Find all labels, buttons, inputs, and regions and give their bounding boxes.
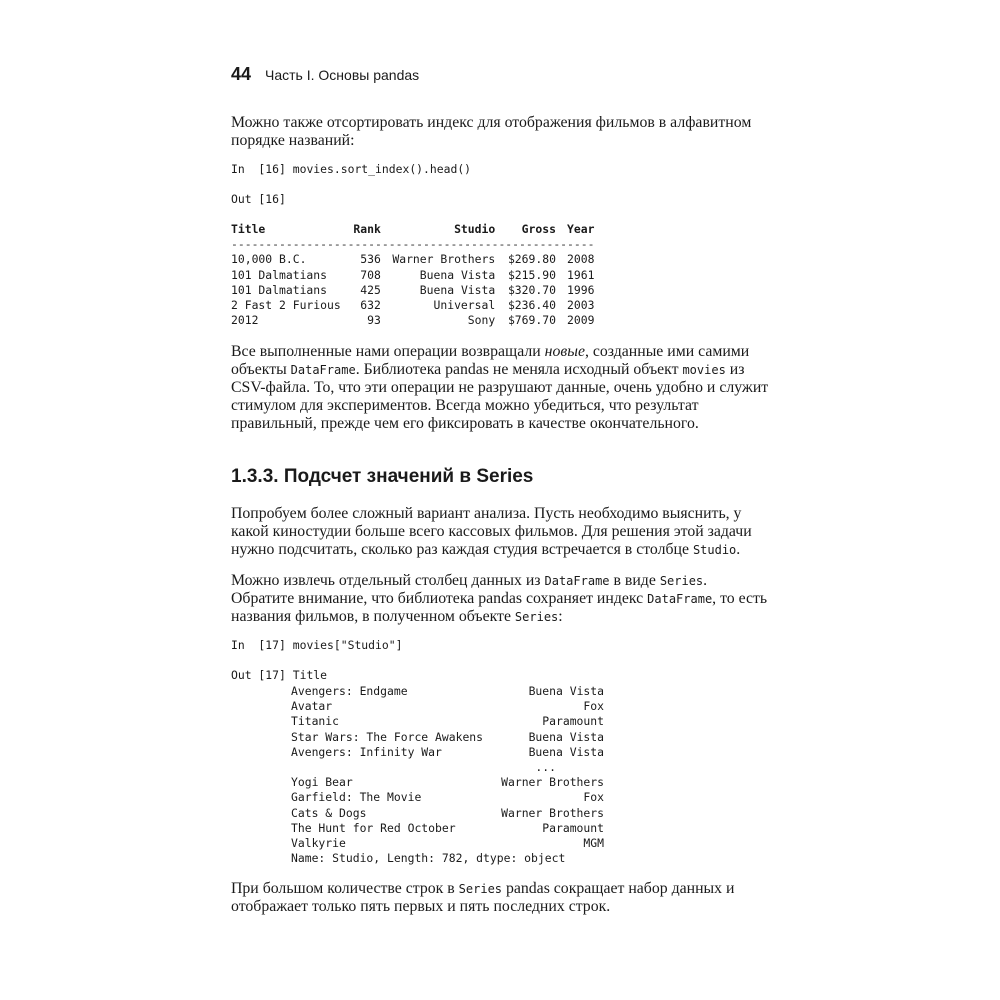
- series-row: [291, 699, 604, 714]
- column-header: Year: [567, 222, 595, 236]
- running-title: Часть I. Основы pandas: [265, 67, 420, 83]
- inline-code: DataFrame: [544, 574, 610, 588]
- text-run: . Обратите внимание, что библиотека pandas сохраняет индекс: [231, 572, 708, 607]
- table-row: [231, 283, 594, 298]
- series-index: Avengers: Infinity War: [291, 744, 442, 759]
- series-value: Paramount: [542, 820, 604, 835]
- series-value: MGM: [583, 835, 604, 850]
- series-value: Buena Vista: [528, 684, 604, 698]
- series-value: Buena Vista: [528, 729, 604, 744]
- table-cell: 101 Dalmatians: [231, 267, 328, 282]
- table-cell: Universal: [433, 298, 496, 313]
- series-row: [291, 790, 604, 805]
- series-row: [291, 714, 604, 729]
- series-footer-text: Name: Studio, Length: 782, dtype: object: [291, 851, 566, 866]
- index-name: Title: [292, 668, 328, 682]
- table-cell: 101 Dalmatians: [231, 282, 328, 297]
- in-prompt: In [17]: [231, 638, 286, 652]
- table-cell: 632: [360, 298, 381, 313]
- series-row: [291, 745, 604, 760]
- column-header: Studio: [454, 222, 496, 236]
- series-value: Warner Brothers: [501, 805, 604, 820]
- text-run: .: [736, 541, 741, 558]
- text-run: . Библиотека pandas не меняла исходный объект: [355, 361, 683, 378]
- inline-code: Series: [458, 882, 503, 896]
- table-cell: Buena Vista: [419, 267, 496, 282]
- table-cell: 425: [360, 282, 381, 297]
- inline-code: Studio: [692, 543, 737, 557]
- paragraph-text: Можно также отсортировать индекс для отображения фильмов в алфавитном порядке названий:: [231, 114, 752, 149]
- table-cell: 2003: [567, 298, 595, 313]
- table-cell: 2012: [231, 313, 259, 328]
- inline-code: DataFrame: [290, 363, 356, 377]
- out-prompt: Out [17]: [231, 668, 286, 682]
- paragraph-text: [231, 343, 769, 433]
- paragraph-text: [231, 880, 769, 916]
- paragraph-extract-column: [231, 572, 769, 626]
- table-cell: Buena Vista: [419, 282, 496, 297]
- series-index: Garfield: The Movie: [291, 790, 422, 805]
- series-value: Warner Brothers: [501, 775, 604, 790]
- inline-code: DataFrame: [647, 592, 713, 606]
- table-cell: $320.70: [507, 282, 556, 297]
- paragraph-operations: [231, 343, 769, 433]
- table-separator-row: [231, 237, 594, 252]
- table-cell: 536: [360, 252, 381, 267]
- table-cell: Warner Brothers: [392, 252, 496, 267]
- table-row: [231, 313, 594, 328]
- table-row: [231, 268, 594, 283]
- in-prompt: In [16]: [231, 162, 286, 176]
- series-row: [291, 730, 604, 745]
- paragraph-truncation: [231, 880, 769, 916]
- series-row: [291, 684, 604, 699]
- paragraph-sort-index: [231, 114, 769, 150]
- series-index: Cats & Dogs: [291, 805, 367, 820]
- inline-code: Series: [659, 574, 704, 588]
- table-cell: 2 Fast 2 Furious: [231, 298, 341, 313]
- series-footer: [291, 851, 604, 866]
- column-header: Title: [231, 222, 266, 236]
- paragraph-text: [231, 505, 769, 559]
- code-input-17: [231, 638, 402, 653]
- paragraph-text: [231, 572, 769, 626]
- section-heading: 1.3.3. Подсчет значений в Series: [231, 466, 534, 487]
- series-index: Yogi Bear: [291, 775, 353, 790]
- text-run: pandas сокращает набор данных и отображает только пять первых и пять последних строк.: [231, 880, 735, 915]
- text-run: в виде: [609, 572, 660, 589]
- text-run: Все выполненные нами операции возвращали: [231, 343, 545, 360]
- series-index: Star Wars: The Force Awakens: [291, 729, 484, 744]
- series-index: Avatar: [291, 699, 333, 714]
- code-line: movies["Studio"]: [292, 638, 403, 652]
- series-value: Fox: [583, 699, 604, 714]
- series-index: Avengers: Endgame: [291, 684, 408, 698]
- code-output-prompt-16: Out [16]: [231, 192, 286, 206]
- table-cell: 2009: [567, 313, 595, 328]
- series-ellipsis-row: [291, 760, 604, 775]
- series-index: Titanic: [291, 714, 340, 729]
- table-cell: 93: [367, 313, 381, 328]
- series-value: Buena Vista: [528, 744, 604, 759]
- text-run: :: [558, 608, 563, 625]
- series-row: [291, 821, 604, 836]
- table-cell: $769.70: [507, 313, 556, 328]
- table-cell: 10,000 B.C.: [231, 252, 307, 267]
- code-line: movies.sort_index().head(): [292, 162, 472, 176]
- running-header: [231, 64, 419, 88]
- table-cell: 708: [360, 267, 381, 282]
- table-separator: -----------------------------------------------------: [231, 237, 595, 252]
- table-cell: 2008: [567, 252, 595, 267]
- table-row: [231, 252, 594, 267]
- text-run: Можно извлечь отдельный столбец данных из: [231, 572, 545, 589]
- series-row: [291, 775, 604, 790]
- text-run: из CSV-файла. То, что эти операции не разрушают данные, очень удобно и служит стимулом для экспериментов. Всегда можно убедиться, что результат правильный, прежде чем его фиксировать в качестве окончательного.: [231, 361, 769, 432]
- emphasis-text: новые: [544, 343, 585, 360]
- series-value: Paramount: [542, 714, 604, 729]
- paragraph-analysis: [231, 505, 769, 559]
- series-value: Fox: [583, 790, 604, 805]
- series-row: [291, 836, 604, 851]
- series-index: The Hunt for Red October: [291, 820, 456, 835]
- table-row: [231, 298, 594, 313]
- code-output-17-header: [231, 668, 327, 683]
- text-run: , созданные ими самими объекты: [231, 343, 750, 378]
- page-number: 44: [231, 64, 252, 84]
- series-output: [291, 684, 604, 866]
- series-row: [291, 806, 604, 821]
- series-index: Valkyrie: [291, 835, 346, 850]
- dataframe-table: [231, 222, 594, 328]
- table-cell: Sony: [467, 313, 496, 328]
- column-header: Rank: [353, 222, 381, 236]
- text-run: , то есть названия фильмов, в полученном объекте: [231, 590, 768, 625]
- series-ellipsis: ...: [535, 759, 556, 774]
- column-header: Gross: [521, 222, 556, 236]
- code-input-16: [231, 162, 471, 177]
- inline-code: movies: [682, 363, 726, 377]
- table-cell: $215.90: [507, 267, 556, 282]
- text-run: При большом количестве строк в: [231, 880, 459, 897]
- table-header-row: [231, 222, 594, 237]
- inline-code: Series: [514, 610, 559, 624]
- table-cell: $236.40: [507, 298, 556, 313]
- table-cell: 1996: [567, 282, 595, 297]
- table-cell: $269.80: [507, 252, 556, 267]
- text-run: Попробуем более сложный вариант анализа. Пусть необходимо выяснить, у какой киностудии больше всего кассовых фильмов. Для решения этой задачи нужно подсчитать, сколько раз каждая студия встречается в столбце: [231, 505, 752, 558]
- table-cell: 1961: [567, 267, 595, 282]
